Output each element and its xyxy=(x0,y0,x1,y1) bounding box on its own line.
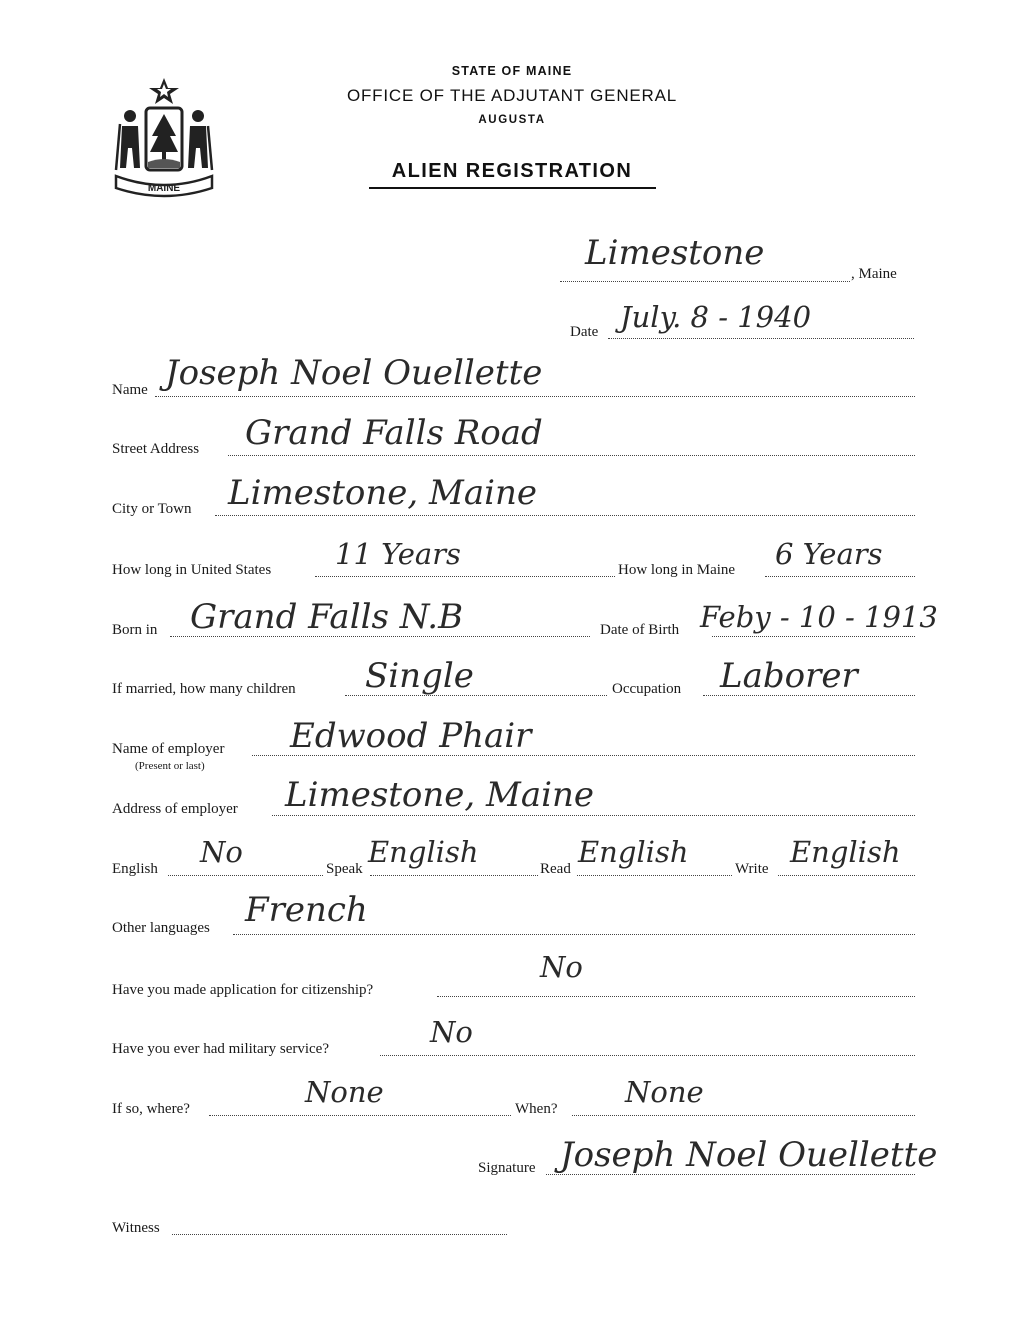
city-value: Limestone, Maine xyxy=(228,473,538,513)
write-line xyxy=(778,875,915,876)
employer-name-label: Name of employer xyxy=(112,741,225,757)
signature-value: Joseph Noel Ouellette xyxy=(560,1135,938,1175)
when-line xyxy=(572,1115,915,1116)
seal-motto-text: MAINE xyxy=(147,183,181,194)
write-value: English xyxy=(790,835,901,869)
citizenship-label: Have you made application for citizenship? xyxy=(112,982,374,998)
military-value: No xyxy=(430,1015,473,1049)
date-of-birth-value: Feby - 10 - 1913 xyxy=(700,600,938,634)
city-line xyxy=(215,515,915,516)
witness-line xyxy=(172,1234,507,1235)
employer-address-label: Address of employer xyxy=(112,801,238,817)
date-value: July. 8 - 1940 xyxy=(620,300,812,334)
employer-address-value: Limestone, Maine xyxy=(285,775,595,815)
write-label: Write xyxy=(735,861,769,877)
speak-value: English xyxy=(368,835,479,869)
where-label: If so, where? xyxy=(112,1101,190,1117)
street-address-value: Grand Falls Road xyxy=(245,413,543,453)
read-line xyxy=(577,875,732,876)
employer-name-value: Edwood Phair xyxy=(290,716,532,756)
header-office: OFFICE OF THE ADJUTANT GENERAL xyxy=(346,86,678,105)
other-languages-value: French xyxy=(245,890,368,930)
speak-line xyxy=(370,875,538,876)
date-of-birth-label: Date of Birth xyxy=(600,622,680,638)
name-line xyxy=(155,396,915,397)
children-value: Single xyxy=(365,656,474,696)
place-label: , Maine xyxy=(851,266,897,282)
when-value: None xyxy=(625,1075,704,1109)
read-value: English xyxy=(578,835,689,869)
title-underline xyxy=(369,187,656,189)
children-label: If married, how many children xyxy=(112,681,296,697)
how-long-maine-line xyxy=(765,576,915,577)
english-label: English xyxy=(112,861,158,877)
form-title: ALIEN REGISTRATION xyxy=(391,160,633,182)
place-line xyxy=(560,281,850,282)
name-value: Joseph Noel Ouellette xyxy=(165,353,543,393)
witness-label: Witness xyxy=(112,1220,160,1236)
how-long-us-label: How long in United States xyxy=(112,562,272,578)
how-long-us-value: 11 Years xyxy=(335,537,461,571)
street-address-label: Street Address xyxy=(112,441,200,457)
signature-label: Signature xyxy=(478,1160,536,1176)
citizenship-value: No xyxy=(540,950,583,984)
street-address-line xyxy=(228,455,915,456)
military-label: Have you ever had military service? xyxy=(112,1041,329,1057)
employer-name-sublabel: (Present or last) xyxy=(135,760,205,772)
where-value: None xyxy=(305,1075,384,1109)
other-languages-label: Other languages xyxy=(112,920,210,936)
when-label: When? xyxy=(515,1101,558,1117)
how-long-maine-value: 6 Years xyxy=(775,537,883,571)
how-long-us-line xyxy=(315,576,615,577)
citizenship-line xyxy=(437,996,915,997)
occupation-label: Occupation xyxy=(612,681,682,697)
place-value: Limestone xyxy=(585,233,765,273)
date-label: Date xyxy=(570,324,599,340)
date-line xyxy=(608,338,914,339)
other-languages-line xyxy=(233,934,915,935)
employer-address-line xyxy=(272,815,915,816)
header-state: STATE OF MAINE xyxy=(451,64,573,78)
military-line xyxy=(380,1055,915,1056)
english-value: No xyxy=(200,835,243,869)
english-line xyxy=(168,875,323,876)
how-long-maine-label: How long in Maine xyxy=(618,562,736,578)
born-in-value: Grand Falls N.B xyxy=(190,597,464,637)
header-city: AUGUSTA xyxy=(478,114,546,126)
occupation-value: Laborer xyxy=(720,656,858,696)
where-line xyxy=(209,1115,511,1116)
date-of-birth-line xyxy=(712,636,915,637)
read-label: Read xyxy=(540,861,571,877)
city-label: City or Town xyxy=(112,501,192,517)
name-label: Name xyxy=(112,382,148,398)
speak-label: Speak xyxy=(326,861,363,877)
born-in-label: Born in xyxy=(112,622,158,638)
